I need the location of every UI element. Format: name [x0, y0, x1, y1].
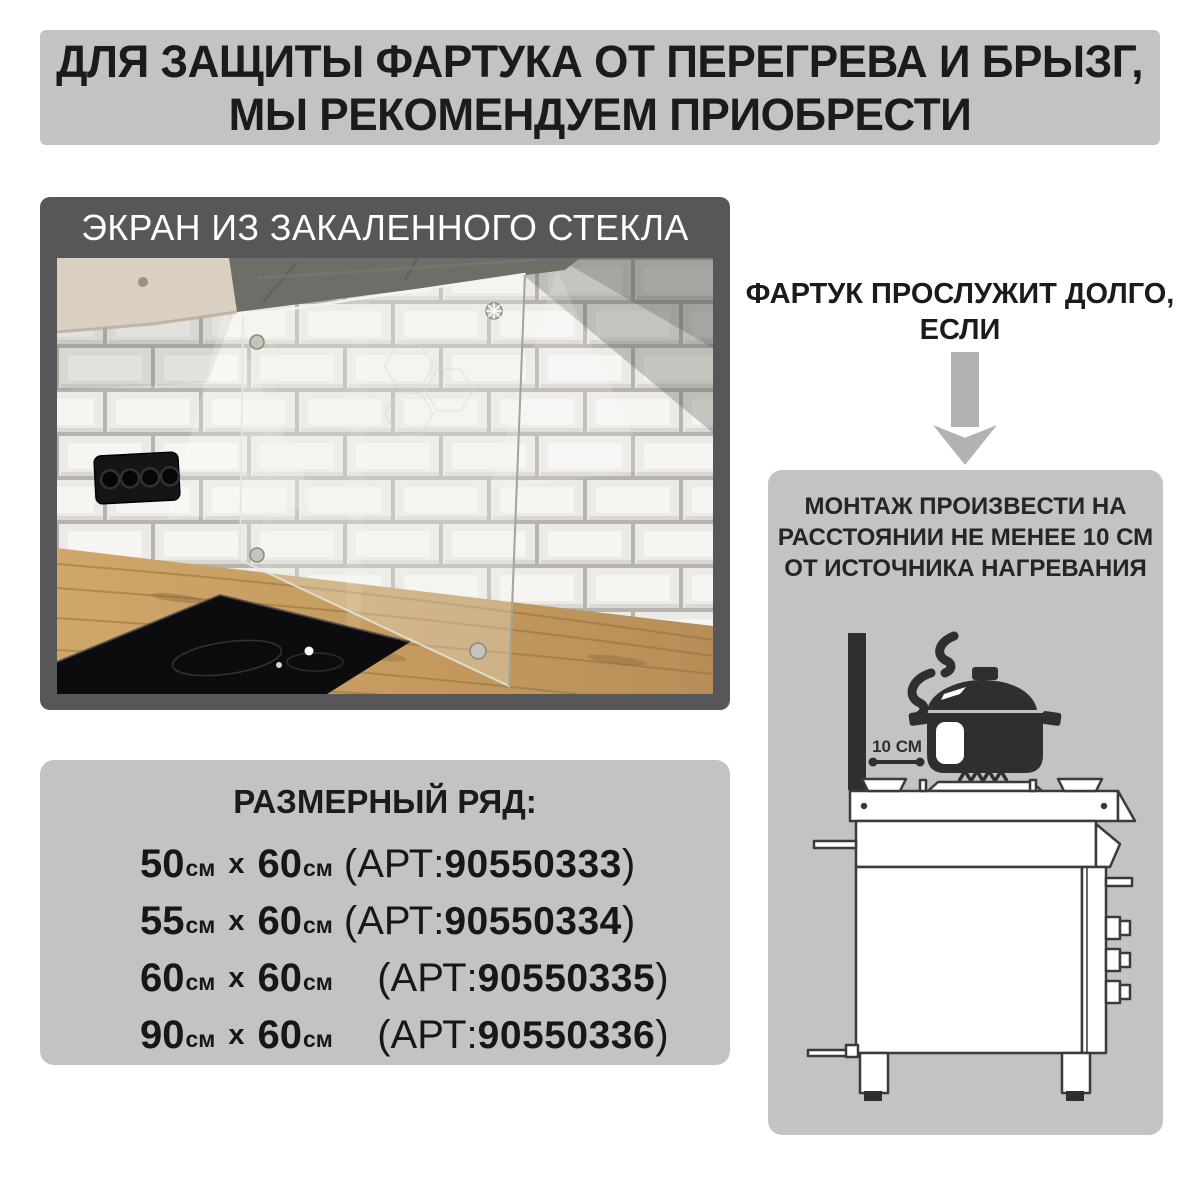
size-height: 60	[257, 899, 302, 943]
top-banner	[40, 30, 1160, 145]
size-lines	[140, 836, 700, 1064]
size-width: 55	[140, 899, 185, 943]
durability-heading	[740, 276, 1180, 348]
size-height: 60	[257, 1013, 302, 1057]
screen-edge-bar	[848, 633, 866, 790]
art-prefix: (АРТ:	[343, 842, 445, 886]
stove-upper-body	[814, 821, 1120, 867]
size-height: 60	[257, 956, 302, 1000]
control-knobs	[1106, 917, 1130, 1003]
art-prefix: (АРТ:	[343, 899, 445, 943]
size-width: 50	[140, 842, 185, 886]
durability-line-2: ЕСЛИ	[919, 314, 1001, 346]
art-number: 90550334	[444, 899, 622, 943]
oven-handle	[1106, 878, 1132, 886]
art-number: 90550335	[477, 956, 656, 1000]
distance-dimension	[869, 737, 925, 767]
banner-line-1: ДЛЯ ЗАЩИТЫ ФАРТУКА ОТ ПЕРЕГРЕВА И БРЫЗГ,	[56, 35, 1144, 87]
power-outlet	[94, 452, 180, 504]
size-option-4: 90 см x 60 см (АРТ: 90550336 )	[140, 1013, 669, 1057]
kitchen-photo	[57, 258, 713, 694]
banner-line-2: МЫ РЕКОМЕНДУЕМ ПРИОБРЕСТИ	[228, 88, 972, 140]
size-width: 90	[140, 1013, 185, 1057]
durability-line-1: ФАРТУК ПРОСЛУЖИТ ДОЛГО,	[745, 278, 1175, 310]
size-width: 60	[140, 956, 185, 1000]
oven-body	[808, 867, 1132, 1057]
distance-label: 10 СМ	[872, 737, 922, 756]
art-number: 90550333	[444, 842, 622, 886]
down-arrow-head-icon	[933, 425, 997, 465]
stove-illustration	[768, 470, 1163, 1135]
product-card	[40, 197, 730, 710]
down-arrow-icon	[951, 352, 979, 427]
art-prefix: (АРТ:	[377, 1013, 478, 1057]
mounting-box	[768, 470, 1163, 1135]
product-card-title: ЭКРАН ИЗ ЗАКАЛЕННОГО СТЕКЛА	[81, 206, 689, 248]
screw-star-icon	[486, 303, 502, 319]
mounting-line-3: ОТ ИСТОЧНИКА НАГРЕВАНИЯ	[784, 555, 1147, 582]
center-burner	[928, 782, 1042, 791]
sizes-box	[40, 760, 730, 1065]
art-prefix: (АРТ:	[377, 956, 478, 1000]
size-option-2: 55 см x 60 см (АРТ: 90550334 )	[140, 899, 636, 943]
size-option-3: 60 см x 60 см (АРТ: 90550335 )	[140, 956, 669, 1000]
mounting-line-2: РАССТОЯНИИ НЕ МЕНЕЕ 10 СМ	[777, 524, 1154, 551]
size-height: 60	[257, 842, 302, 886]
stove-legs	[860, 1053, 1090, 1101]
sizes-title: РАЗМЕРНЫЙ РЯД:	[233, 783, 537, 820]
art-number: 90550336	[477, 1013, 656, 1057]
size-option-1: 50 см x 60 см (АРТ: 90550333 )	[140, 842, 636, 886]
mounting-line-1: МОНТАЖ ПРОИЗВЕСТИ НА	[804, 493, 1127, 520]
pot-icon	[908, 667, 1061, 773]
